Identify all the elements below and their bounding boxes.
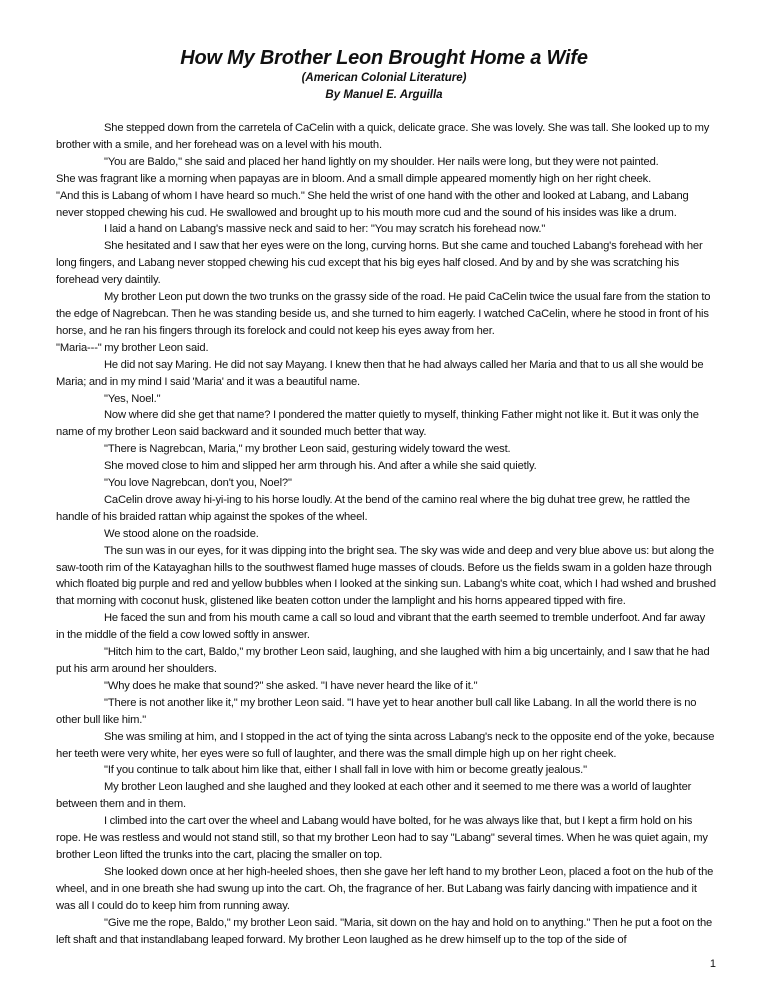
body-paragraph: CaCelin drove away hi-yi-ing to his horse loudly. At the bend of the camino real where the big duhat tree grew, he rattled the handle of his braided rattan whip against the spokes of the wheel. xyxy=(56,493,690,523)
body-paragraph: "Maria---" my brother Leon said. xyxy=(56,341,209,354)
body-paragraph: We stood alone on the roadside. xyxy=(104,527,259,540)
document-title: How My Brother Leon Brought Home a Wife xyxy=(180,47,588,69)
body-paragraph: He faced the sun and from his mouth came a call so loud and vibrant that the earth seemed to tremble underfoot. And far away in the middle of the field a cow lowed softly in answer. xyxy=(56,612,706,642)
body-paragraph: My brother Leon laughed and she laughed and they looked at each other and it seemed to me there was a world of laughter between them and in them. xyxy=(56,781,692,811)
body-paragraph: "If you continue to talk about him like that, either I shall fall in love with him or become greatly jealous." xyxy=(104,764,587,777)
document-author: By Manuel E. Arguilla xyxy=(325,89,443,101)
body-paragraph: I laid a hand on Labang's massive neck and said to her: "You may scratch his forehead now." xyxy=(104,223,546,236)
body-paragraph: She stepped down from the carretela of CaCelin with a quick, delicate grace. She was lovely. She was tall. She looked up to my brother with a smile, and her forehead was on a level with his mouth. xyxy=(56,122,710,151)
body-paragraph: My brother Leon put down the two trunks on the grassy side of the road. He paid CaCelin twice the usual fare from the station to the edge of Nagrebcan. Then he was standing beside us, and she turned to him eagerly. I watched CaCelin, where he stood in front of his horse, and he ran his fingers through its forelock and could not keep his eyes away from her. xyxy=(56,291,711,337)
body-paragraph: "Hitch him to the cart, Baldo," my brother Leon said, laughing, and she laughed with him a big uncertainly, and I saw that he had put his arm around her shoulders. xyxy=(56,646,710,675)
body-paragraph: She looked down once at her high-heeled shoes, then she gave her left hand to my brother Leon, placed a foot on the hub of the wheel, and in one breath she had swung up into the cart. Oh, the fragrance of her. But Labang was fairly dancing with impatience and it was all I could do to keep him from running away. xyxy=(56,865,714,912)
body-paragraph: The sun was in our eyes, for it was dipping into the bright sea. The sky was wide and deep and very blue above us: but along the saw-tooth rim of the Katayaghan hills to the southwest flamed huge masses of clouds. Before us the fields swam in a golden haze through which floated big purple and red and yellow bubbles when I looked at the sinking sun. Labang's white coat, which I had wshed and brushed that morning with coconut husk, glistened like beaten cotton under the lamplight and his horns appeared tipped with fire. xyxy=(56,544,716,608)
body-paragraph: "Why does he make that sound?" she asked. "I have never heard the like of it." xyxy=(104,679,478,692)
document-body xyxy=(56,120,716,948)
body-paragraph: Now where did she get that name? I pondered the matter quietly to myself, thinking Father might not like it. But it was only the name of my brother Leon said backward and it sounded much better that way. xyxy=(56,409,699,439)
body-paragraph: I climbed into the cart over the wheel and Labang would have bolted, for he was always like that, but I kept a firm hold on his rope. He was restless and would not stand still, so that my brother Leon had to say "Labang" several times. When he was quiet again, my brother Leon lifted the trunks into the cart, placing the smaller on top. xyxy=(56,815,708,861)
body-paragraph: She moved close to him and slipped her arm through his. And after a while she said quietly. xyxy=(104,460,537,473)
document-subtitle: (American Colonial Literature) xyxy=(301,72,467,84)
body-paragraph: "Yes, Noel." xyxy=(104,392,161,405)
body-paragraph: "You are Baldo," she said and placed her hand lightly on my shoulder. Her nails were long, but they were not painted. xyxy=(104,155,659,168)
body-paragraph: "You love Nagrebcan, don't you, Noel?" xyxy=(104,477,292,490)
body-paragraph: "Give me the rope, Baldo," my brother Leon said. "Maria, sit down on the hay and hold on to anything." Then he put a foot on the left shaft and that instandlabang leaped forward. My brother Leon laughed as he drew himself up to the top of the side of xyxy=(56,916,713,946)
body-paragraph: He did not say Maring. He did not say Mayang. I knew then that he had always called her Maria and that to us all she would be Maria; and in my mind I said 'Maria' and it was a beautiful name. xyxy=(56,358,704,388)
body-paragraph: "There is Nagrebcan, Maria," my brother Leon said, gesturing widely toward the west. xyxy=(104,443,511,456)
body-paragraph: She was fragrant like a morning when papayas are in bloom. And a small dimple appeared momently high on her right cheek. xyxy=(56,172,652,185)
body-paragraph: "There is not another like it," my brother Leon said. "I have yet to hear another bull call like Labang. In all the world there is no other bull like him." xyxy=(56,696,697,726)
body-paragraph: She hesitated and I saw that her eyes were on the long, curving horns. But she came and touched Labang's forehead with her long fingers, and Labang never stopped chewing his cud except that his big eyes half closed. And by and by she was scratching his forehead very daintily. xyxy=(56,240,703,287)
page-number: 1 xyxy=(709,958,716,970)
body-paragraph: She was smiling at him, and I stopped in the act of tying the sinta across Labang's neck to the opposite end of the yoke, because her teeth were very white, her eyes were so full of laughter, and there was the small dimple high up on her right cheek. xyxy=(56,730,715,760)
body-paragraph: "And this is Labang of whom I have heard so much." She held the wrist of one hand with the other and looked at Labang, and Labang never stopped chewing his cud. He swallowed and brought up to his mouth more cud and the sound of his insides was like a drum. xyxy=(56,189,689,219)
